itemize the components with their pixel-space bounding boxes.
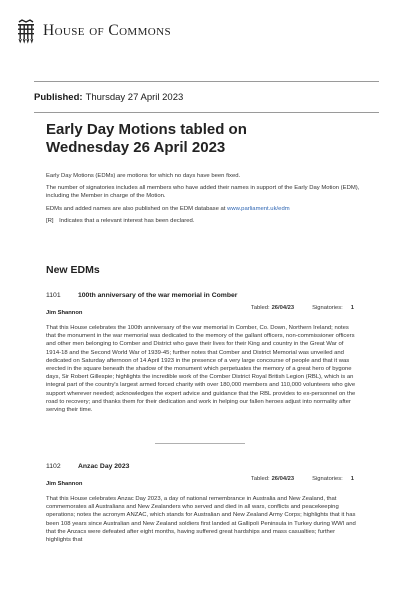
intro-text xyxy=(46,172,366,229)
intro-paragraph-3-text: EDMs and added names are also published on the EDM database at xyxy=(46,205,226,212)
tabled-date: 26/04/23 xyxy=(271,305,295,311)
motion-header xyxy=(46,292,356,299)
motion-divider xyxy=(155,443,245,444)
org-name xyxy=(43,22,171,40)
motion-body: That this House celebrates Anzac Day 2023, a day of national remembrance in Australia and New Zealand, that commemorates all Australians and New Zealanders who served and died in all wars, conflicts and peacekeeping operations; notes the acronym ANZAC, which stands for Australian and New Zealand Army Corps; highlights that it has been 108 years since Australian and New Zealand soldiers first landed at Gallipoli Peninsula in Turkey during WWI and that the Anzacs were defeated after eight months, having suffered great hardships and mass casualties; further highlights that xyxy=(46,496,356,544)
intro-paragraph-2: The number of signatories includes all members who have added their names in support of the Early Day Motion (EDM), including the Member in charge of the Motion. xyxy=(46,185,360,200)
published-date: Thursday 27 April 2023 xyxy=(85,91,184,103)
motion-title: Anzac Day 2023 xyxy=(78,463,130,470)
signatories-label: Signatories: xyxy=(312,305,343,311)
motion-member: Jim Shannon xyxy=(46,481,83,487)
intro-paragraph-1: Early Day Motions (EDMs) are motions for which no days have been fixed. xyxy=(46,173,241,179)
page-title-line2: Wednesday 26 April 2023 xyxy=(46,139,226,156)
page-title-line1: Early Day Motions tabled on xyxy=(46,121,247,138)
tabled-date: 26/04/23 xyxy=(271,476,295,482)
intro-paragraph-4 xyxy=(46,217,366,225)
published-label: Published: xyxy=(34,91,83,103)
motion-member: Jim Shannon xyxy=(46,310,83,316)
motion-body: That this House celebrates the 100th anniversary of the war memorial in Comber, Co. Down, Northern Ireland; notes that the monument in the war memorial was dedicated to the memory of the gallant officers, non-commissioner officers and other men belonging to Comber and District who gave their lives for their King and country in the Great War of 1914-18 and the Second World War of 1939-45; further notes that Comber and District Memorial was unveiled and dedicated on Saturday afternoon of 14 April 1923 in the presence of a very large concourse of people and that it was erected in the square beneath the shadow of the monument which perpetuates the memory of a great hero of bygone days, Sir Robert Gillespie; highlights the incredible work of the Comber District Royal British Legion (RBL), which is an integral part of the country's largest armed forced charity with over 180,000 members and 110,000 volunteers who give support wherever needed; acknowledges the expert advice and guidance that the RBL provides to ex-personnel on the road to recovery; and thanks them for their dedication and work in helping our fallen heroes adjust into normality after serving their time. xyxy=(46,325,356,414)
signatories-count: 1 xyxy=(350,476,354,482)
intro-paragraph-3 xyxy=(46,205,366,213)
relevant-interest-text: Indicates that a relevant interest has been declared. xyxy=(59,217,195,224)
motion-item xyxy=(46,463,356,544)
motion-number: 1101 xyxy=(46,292,61,299)
tabled-label: Tabled: xyxy=(250,305,270,311)
portcullis-logo-icon xyxy=(16,18,36,44)
motion-header xyxy=(46,463,356,470)
page-header xyxy=(16,18,171,44)
relevant-interest-marker: [R] xyxy=(46,217,54,224)
motion-item xyxy=(46,292,356,414)
tabled-label: Tabled: xyxy=(250,476,270,482)
org-name-text: House of Commons xyxy=(43,22,171,39)
page-title xyxy=(46,121,247,157)
edm-database-link[interactable]: www.parliament.uk/edm xyxy=(227,205,290,212)
motion-number: 1102 xyxy=(46,463,61,470)
section-title: New EDMs xyxy=(46,264,100,276)
signatories-count: 1 xyxy=(350,305,354,311)
signatories-label: Signatories: xyxy=(312,476,343,482)
motion-title: 100th anniversary of the war memorial in Comber xyxy=(78,292,238,299)
published-bar xyxy=(34,81,379,113)
